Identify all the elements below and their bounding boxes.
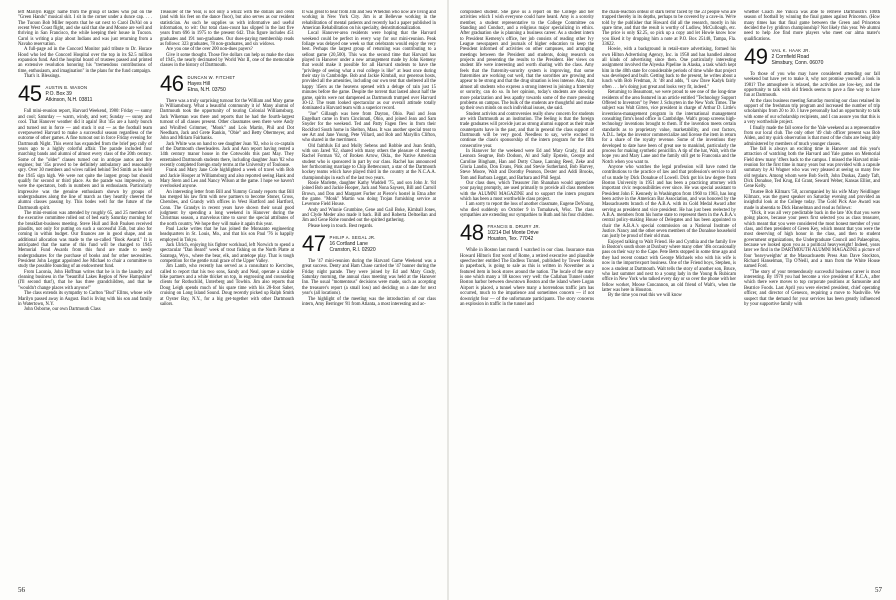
paragraph: complished student. She gave us a report on the College and her activities which I wish everyone could have heard. Amy is a sorority member, a student representative to the College Committee on Standing and Conduct, and a religious major specializing in ethics. After graduation she is planning a business career. As a student intern to President Kemeny's office, her job consists of reading other Ivy League newspapers and journals of higher education to keep the President informed of activities on other campuses, and arranging meetings between the President and students, doing research on projects and presenting the results to the President. Her views on student life were interesting and worth sharing with the class. Amy feels that the fraternity-sorority system is improving, that some fraternities are working out well, that the sororities are growing and appear to be strong and that the drug situation is less intense. Also, that almost all students who express a strong interest in joining a fraternity or sorority, can do so. In her opinion, today's students are showing more polarization and less apathy towards some of the more pressing problems on campus. The bulk of the students are thoughtful and make up their own minds on such individual issues, she said.	[460, 10, 594, 112]
paragraph: A full-page ad in the Concord Monitor paid tribute to Dr. Horace Hood who led the Concord Hospital over the top in its $2.5 million expansion fund. And the hospital board of trustees passed and printed an extensive resolution honoring his "tremendous contributions of time, enthusiasm, and imagination" in the plans for the fund campaign.	[18, 47, 152, 74]
paragraph: Anyone who watches the legal profession will have noted the contributions to the practice of law and that profession's service to all of us made by Dick Donahue of Lowell. Dick got his law degree from Boston University in 1951 and has been a practicing attorney with important civic responsibilities ever since. He was special assistant to President John F. Kennedy in Washington from 1960 to 1963, has long been active in the American Bar Association, and was honored by the Massachusetts branch of the A.B.A. with its Gold Medal Award after serving as president and vice president. He has just been reelected by A.B.A. members from his home state to represent them in the A.B.A.'s central policy-making House of Delegates and has been appointed to chair the A.B.A.'s special commission on a National Institute of Justice. Nancy and the other seven members of the Donahue household can justly be proud of their old man.	[602, 164, 736, 240]
class-entry-45	[18, 81, 152, 107]
address-line: Simsbury, Conn. 06070	[771, 60, 824, 67]
class-year: 49	[744, 44, 768, 70]
address-line: 2 Cornfield Road	[771, 54, 810, 61]
paragraph: It was great to hear from Jim and Sea Wheldon who now are living and working in New York City. Jim is at Bellevue working in the rehabilitation of mental patients and recently had a paper published in American Rehabilitation on his specialty, deinstitutionalization.	[302, 10, 436, 32]
paragraph: Old faithfuls Ed and Molly Sebens and Robbie and Joan Smith, with son Jared '82, shared with many others the pleasure of meeting Rachel Forman '82, of Broken Arrow, Okla., the Native American student who is sponsored in part by our class. Rachel has announced her forthcoming marriage to Chip Bettencourt, a star of the Dartmouth hockey teams which have played third in the country at the N.C.A.A. championships in each of the last two years.	[302, 143, 436, 181]
secretary-name: VAIL K. HAAK JR.	[771, 48, 811, 54]
paragraph: That's it. Blessings.	[24, 74, 61, 80]
class-entry-47	[302, 231, 436, 257]
column-5	[602, 10, 736, 594]
address-line: Hayes Hill	[187, 80, 210, 87]
address-line: Atkinson, N.H. 03811	[45, 97, 93, 104]
paragraph: left Marilyn Riggs' name from the group of ladies who put on the "Green Hands" musical skit. I sit in the corner under a dunce cap. . . . The Tucson Bob Miller reports that he sat next to Carol DuVal on a recent West Coast flight, and she said that she and Moone are well and thriving in San Francisco, the while keeping their house in Tucson. Carol is writing a play about Indians and was just returning from a Navaho reservation.	[18, 10, 152, 48]
paragraph: From Laconia, John Hoffman writes that he is in the laundry and cleaning business in the "beautiful Lakes Region of New Hampshire" (I'll second that!), that he has three grandchildren, and that he "wouldn't change places with anyone!"	[18, 269, 152, 291]
address-line: Etna, N.H. 03750	[187, 86, 226, 93]
class-year: 45	[18, 81, 42, 107]
column-4	[460, 10, 594, 594]
secretary-name: AUSTIN B. WASON	[45, 85, 88, 91]
page-gutter	[447, 0, 449, 600]
class-entry-46	[160, 70, 294, 96]
paragraph: By the time you read this we will know	[608, 293, 682, 299]
paragraph: I finally made the fall scene for the Yale weekend as a representative from our local club. The only other '49 club officer present was Bob Alden, and my quick observation is that most of the clubs are being ably administered by members of much younger classes.	[744, 125, 880, 147]
page-number-left: 56	[18, 586, 25, 594]
class-year: 47	[302, 231, 326, 257]
secretary-address	[187, 74, 235, 93]
paragraph: Rosie Marlette, daughter Kathy Waddell '75, and son John Jr. '84 joined Bob and Jackie Hooper, Jack and Nona Saysers, Bill and Carroll Brown, and Don and Margaret Furber at Pierce's hostel in Etna after the game. "Monk" Martin was doing Trojan furnishing service at Leverone Field House.	[302, 181, 436, 208]
paragraph: I am sorry to report the loss of another classmate, Eugene DeYoung, who died suddenly on October 9 in Tomahawk, Wisc. The class sympathies are extending our sympathies to Ruth and his four children.	[460, 202, 594, 219]
address-line: P.O. Box 39	[45, 91, 72, 98]
paragraph: Are you one of the over 200 non-dues payers?	[166, 47, 253, 53]
paragraph: The mini-reunion was attended by roughly 65, and 25 members of the executive committee rolled out of bed early Saturday morning for the breakfast-business meeting. Steve Hull and Bob Paulsen received plaudits, not only for putting on such a successful 35th, but also for coming in within budget. Our finances are in good shape, and an additional allocation was made to the so-called "Book Award." It is anticipated that the name of this fund will be changed to 1945 Memorial Fund Awards from this fund are made to needy undergraduates for the purchase of books and for other necessities. President John Leggat appointed Joe Michael to chair a committee to study the possible founding of an endowment fund.	[18, 211, 152, 270]
paragraph: Student activists and controversies really show concern for students are with Dartmouth as an institution. The feeling is that the foreign trade graduates will provide just as strong alumni support as their male counterparts have in the past, and that in general the class support of Dartmouth will be very good. Needless to say, we're excited to continue the class's sponsorship of the intern program for the fifth consecutive year.	[460, 111, 594, 149]
paragraph: Give it some thought. Those five dollars can help us make the class of 1945, the nearly decimated by World War II, one of the memorable classes in the history of Dartmouth.	[160, 52, 294, 69]
paragraph: The '47 mini-reunion during the Harvard Game Weekend was a great success. Denty and Ham Chase carried the '47 banner during the Friday night parade. They were joined by Ed and Mary Grady, Saturday morning, the annual class meeting was held at the Hanover Inn. The usual "momentous" decisions were made, such as accepting the treasurer's report (a small loss) and deciding on a date for next year's (all locations).	[302, 259, 436, 297]
paragraph: Enjoyed talking to Walt Friend. He and Cynthia and the family live in Boston's south shore at Duxbury where many other '48s occasionally pass on their way to the Cape. Pete Betts stopped in some time ago and they had recent contact with George Michaels who with his wife is now in the import/export business. One of the Friend boys, Stephen, is now a student at Dartmouth. Walt tells the story of another son, Bruce, who last summer and next to a young lady in the Young & Rubicam office in New York who talked every day or so over the phone with her fellow worker, Moose Concannon, an old friend of Walt's, when the latter was here in Houston.	[602, 239, 736, 293]
secretary-address	[329, 234, 375, 253]
paragraph: whether Coach Joe Yukica was able to retrieve Dartmouth's 100th season of football by winning the final games against Princeton. (How many times has that final game between the Green and Princeton decided the Ivy gridiron championship? Not likely this year. We alumni need to help Joe find more players who meet our alma mater's qualifications.	[744, 10, 880, 42]
paragraph: Local Hanover-area residents were hoping that the Harvard weekend could be perfect in every way for our mini-reunion. Peak foliage was delayed one week so that celebrants would enjoy the very best. Perhaps the largest group of returning was contributing to a sellout game (20,500). This was the second time that Harvard has played in Hanover under a new arrangement made by John Kemeny that would make it possible for all Harvard students to have the "privilege of seeing what a real college is like" at least once during their stay in Cambridge. Bob and Jackie Kimball, our generous hosts, provided all the amenities, including our own tent that sheltered all the happy '45ers as the heavens opened with a deluge of rain just 15 minutes before the game. Despite the torrent that lasted about half the game, spirits were not dampened as Dartmouth trumped over Harvard 30-12. The team looked spectacular as our overall attitude totally dominated a Harvard team with a superior record.	[302, 31, 436, 112]
column-2	[160, 10, 294, 594]
class-entry-49	[744, 44, 880, 70]
paragraph: Jack White was on hand to see daughter Joan '82, who is co-captain of the Dartmouth cheerleaders. Jack and Ann report having rented a 14th century manor house in the Cotswolds this past May. They entertained Dartmouth students there, including daughter Joan '82 who recently completed foreign study terms at the University of Toulouse.	[160, 141, 294, 168]
paragraph: To those of you who may have considered attending our fall weekend but have yet to make it, why not promise yourself a look in 1981? The atmosphere is relaxed, the activities are low-key, and the opportunity to talk with old friends seems to pave a fine way to have fun at Dartmouth.	[744, 72, 880, 99]
paragraph: The class extends its sympathy to Carlton "Bud" Ellms, whose wife Marilyn passed away in August. Bud is living with his son and family in Watertown, N.Y.	[18, 291, 152, 307]
paragraph: Fall mini-reunion report, Harvard Weekend, 1980: Friday — sunny and cool; Saturday — warm, windy, and wet; Sunday — sunny and cool. That Hanover weather did it again! But '45s are a hardy bunch and turned out in force — and stuck it out — as the football team overpowered Harvard to make a successful season regardless of the outcome of other games. A fine turnout out in force Friday evening for Dartmouth Night. This event has expanded from the brief pep rally of years ago to a highly colorful affair. The parade included four marching bands and alumni of almost every class of the 20th century. Some of the "older" classes turned out in antique autos and fire engines; but '45s proved to be definitely ambulatory and reasonably spry. Over 30 members and wives rallied behind Ted Smith as he held the 1945 sign high. We were not quite the largest group but should qualify for second or third place. As the parade was impressive, so were the spectators, both in numbers and in enthusiasm. Particularly impressive was the genuine enthusiasm shown by groups of undergraduates along the line of march as they heartily cheered the alumni classes passing by. This bodes well for the future of the Dartmouth spirit.	[18, 109, 152, 211]
paragraph: At the class business meeting Saturday morning our class retained its support of the freshman trip program and increased the number of trip scholarships from 20 to 30. I have personally had an opportunity to talk with some of our scholarship recipients, and I can assure you that this is a very worthwhile project.	[744, 98, 880, 126]
class-year: 46	[160, 70, 184, 96]
page-number-right: 57	[875, 586, 882, 594]
column-6	[744, 10, 880, 594]
paragraph: The highlight of the meeting was the introduction of our class intern, Amy Berringer '81 from Atlanta, a most interesting and ac-	[302, 296, 436, 307]
paragraph: Andy and Winnie Grumbine, Gene and Gail Boke, Kimball Jones, and Clyde Meder also made it back. Bill and Roberta Deltoellan and Jim and Gene Rohe rounded out the spirited gathering.	[302, 207, 436, 224]
paragraph: Howie, with a background in retail-store advertising, formed his own Hilton Advertising Agency, Inc. in 1958 and has handled almost all kinds of advertising since then. One particularly interesting assignment involved the Alyeska Pipeline in Alaska, a task which kept him in the 40th state for considerable periods of time while that project was developed and built. Getting back to the present, he writes about a lunch with Bob Fredman, Jr. '48 and adds, "I saw Dave Kadyk fairly often . . . he's doing just great and looks very fit, indeed."	[602, 47, 736, 90]
paragraph: Frank and Mary Jane Cole highlighted a week of travel with Bob and Jackie Hooper at Williamsburg and also reported seeing Hank and Mary Stern and Leo and Nancy Wilson at the game. I hope we haven't overlooked anyone.	[160, 168, 294, 190]
column-3	[302, 10, 436, 594]
paragraph: An interesting letter from Bill and Yummy Grandy reports that Bill has merged his law firm with new partners to become Stoner, Gross, Cherubes, and Grandy with offices in West Hartford and Hartford, Conn. The Grandys in recent years have shown their usual good judgment by spending a long weekend in Hanover during the Christmas season, a marvelous time to savor the special attributes of the north country. We hope they will make it again this year.	[160, 189, 294, 227]
secretary-name: DUNCAN W. FITCHET	[187, 74, 236, 80]
paragraph: "The story of your tremendously successful business career is most interesting. By 1970 you had become a vice president of R.C.A., after which there were moves to top corporate positions at Samsonite and Beatrice Foods. Last April you were elected president, chief operating officer, and director of Genesco, requiring a move to Nashville. We suspect that the demand for your services has been greatly influenced by your supportive family with	[744, 269, 880, 307]
secretary-address	[487, 223, 540, 242]
paragraph: In Hanover for the weekend were Ed and Mary Grady, Ed and Leonora Seagrue, Bob Dodson, Al and Sally Epstein, George and Caroline Bingham, Han and Dotty Chase, Lanning Reed, Zeke and Gloria Landio, Don Evans, Pink and Stevie Sutherland, Bob Harvey, Steve Moore, Walt and Dorothy Pearson, Dexter and Addi Brooks, Tom and Barbara Leggat, and Barbara and Phil Segal.	[460, 148, 594, 181]
paragraph: Jack Ulrich, enjoying his fighter workload, left Norwich to spend a spectacular "Dan Beard" week of trout fishing on the North Platte at Saratoga, Wyo., where the bear, elk, and antelope play. That is tough competition for the gentle rural grace of the Upper Valley.	[160, 243, 294, 265]
paragraph: Jim Lamb, who recently has served as a consultant to Kerrcites, called to report that his two sons, Sandy and Neal, operate a sizable bike partners and a white thicket on top, in engrossing and counseling clients for Rothschild, Unterberg and Towbin. Jim also reports that Doug Leigh spends much of his spare time with his 28-foot Saber, cruising on Long Island Sound. Doug recently picked up Ralph Smith at Oyster Bay, N.Y., for a big get-together with other Dartmouth sailors.	[160, 264, 294, 307]
paragraph: "Dick, it was all very predictable back in the late '40s that you were going places, because your peers first selected you as class treasurer, which meant that you were considered the most honest member of your class, and then president of Green Key, which meant that you were the most deserving of high honor in the class, and then to student government organizations, the Undergraduate Council and Palaeopitus, because we looked upon you as a political heavyweight! Indeed, years later we find in the DARTMOUTH ALUMNI MAGAZINE a picture of four 'heavyweights' at the Massachusetts Press Ann Dave Stockton, Richard Hanselman, Tip O'Neill, and a man from the White House named Ford.	[744, 211, 880, 270]
secretary-name: FRANCIS B. DRURY JR.	[487, 224, 541, 230]
paragraph: Please keep in touch. Best regards.	[308, 223, 374, 229]
column-1	[18, 10, 152, 594]
class-year: 48	[460, 220, 484, 246]
paragraph: Paul Lacke writes that he has joined the Monsanto engineering headquarters in St. Louis, Mo., and that his son Paul '76 is happily employed in Tokyo.	[160, 227, 294, 243]
paragraph: There was a truly surprising turnout for the William and Mary game in Williamsburg. What a beautiful community it is! Many alumni of Dartmouth took the opportunity of touring Colonial Williamsburg. Jack Wikeman was there and reports that he had the fourth-largest turnout of all classes present. Other classmates seen there were Andy and Winifred Grimmer, "Monk" and Lois Martin, Phil and Dot Needham, Jack and Grete Rankin, "Obie" and Betty Obermeyer, and John and Miriam Fairbanks.	[160, 98, 294, 142]
secretary-name: PHILIP A. SEGAL JR.	[329, 235, 376, 241]
address-line: 16 Cortland Lane	[329, 241, 368, 248]
paragraph: The fall is always an exciting time in Hanover and this year's attraction of watching both the Harvard and Yale games on Memorial Field drew many '49ers back to the campus. I missed the Harvard mini-reunion for the first time in many years but was provided with a capsule summary by Al Wagner who was very pleased at seeing so many few old regulars. Among whom were Bob Swift, John Duskas, Zandy Taft, Dick Donahue, Ted Krug, Ed Grant, Seward Weber, Kansas Elliot, and Gene Kelly.	[744, 146, 880, 190]
paragraph: Trustee Bob Kilmarx '50, accompanied by his wife Mary Neidlinger Kilmarx, was the guest speaker on Saturday evening and provided an insightful look at the College today. The Gold Pick Axe Award was made in absentia to Dick Hanselman and read as follows:	[744, 189, 880, 211]
paragraph: Treasurer of the Year, is not only a whizz with the dollars and cents (and with his feet on the dance floor), but also serves as our resident statistician. As such he supplies us with informative and useful information, to wit: Our total class-count has slipped in the last five years from 696 in 1975 to the present 642. This figure includes 451 graduates and 191 non-graduates. Our dues-paying membership reads as follows: 323 graduates, 78 non-graduates, and six widows.	[160, 10, 294, 48]
paragraph: the chain-reaction ordeal of stark terror faced by the 23 people who are trapped thereby in its depths, perhaps to be covered by a cave-in. We're told by the publisher that Howard did all the research, mostly in his spare time, and that the result is worthy of Ludlow, McCullough, etc. The price is only $2.25, so pick up a copy and let Howie know how you liked it by dropping him a note at P.O. Box 25148, Tampa, Fla. 33622.	[602, 10, 736, 48]
paragraph: Our class dues, which Treasurer Jim Shanahan would appreciate your paying promptly, are used primarily to provide all class members with the ALUMNI MAGAZINE and to support the intern program which has been a most worthwhile class project.	[460, 181, 594, 203]
paragraph: "Joe" Gillaugh was here from Dayton, Ohio. Paul and Jean Engelhart came in from Cincinnati, Ohio, and joined Jean and Sam Snyder for the weekend. Ted and Patty Fagen flew in from their Rockford South home in Shelton, Mass. It was another special treat to see Art and Jane Young, Pete Villard, and Bob and Maryllin Clifton, who shared in the merriment.	[302, 111, 436, 144]
address-line: Houston, Tex. 77042	[487, 236, 534, 243]
address-line: Cranston, R.I. 02920	[329, 247, 376, 254]
class-entry-48	[460, 220, 594, 246]
paragraph: John Osborne, our own Dartmouth Class	[24, 307, 101, 313]
paragraph: While in Boston last month I watched in our class. Insurance man Howard Hilton's first word of Rome, a retired executive and plausible speechwriter entitled The Endless Tunnel, published by Tower Books in paperback, is going to sale as this is written in November as a featured item in book stores around the nation. The locale of the story is one which many a '48 knows very well: the Callahan Tunnel under Boston harbor between downtown Boston and the island where Logan Airport is placed, a tunnel where many a horrendous traffic jam has occurred, much to the impatience and sometimes concern — if not downright fear — of the unfortunate participants. The story concerns an explosion in traffic in the tunnel and	[460, 248, 594, 307]
address-line: 10214 Del Monte Drive	[487, 230, 539, 237]
paragraph: Returning to Beaumont, we were proud to see one of the long-time residents of the area featured in an article entitled "Technology Support Offered to Inventors" by Peter J. Schuyten in the New York Times. The subject was Walt Girten, vice president in charge of Arthur D. Little's inventions-management program in the international management consulting firm's head office in Cambridge. Walt's group screens high-technology inventions brought to them. If the invention meets certain standards as to proprietary value, marketability, and cost factors, A.D.L. helps the inventor commercialize and license the item in return for a share of the royalty revenue. Some of the inventions they developed to date have been of great use to mankind, particularly the process for making synthetic penicillin. A tip of the hat, Walt, with the hope you and Mary Lane and the family still get to Franconia and the Notch when you want to.	[602, 90, 736, 165]
secretary-address	[45, 84, 92, 103]
secretary-address	[771, 47, 823, 66]
